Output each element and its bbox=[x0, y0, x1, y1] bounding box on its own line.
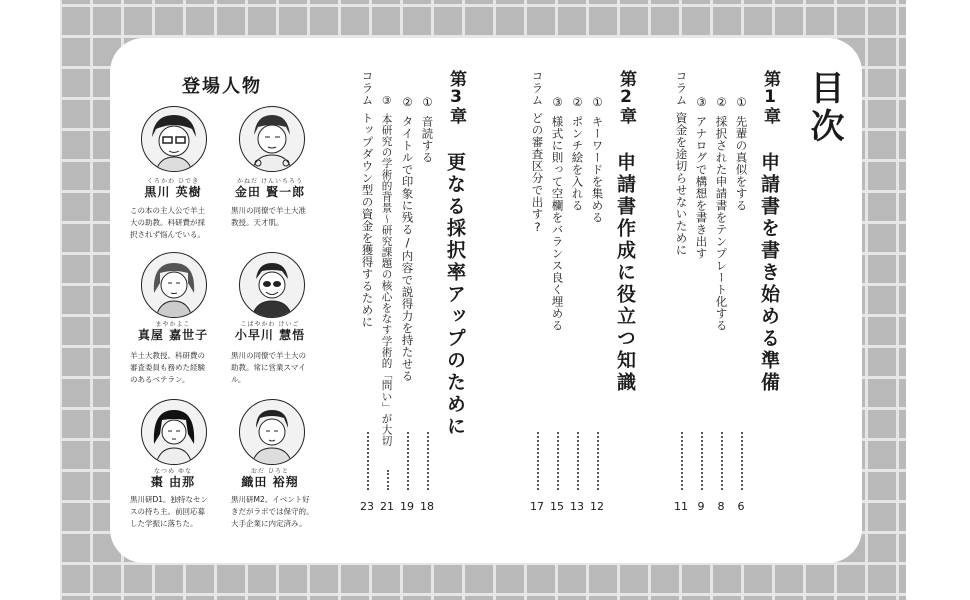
page-number: 9 bbox=[697, 500, 705, 513]
chapter-1-title: 申請書を書き始める準備 bbox=[758, 152, 780, 394]
entry-text: 採択された申請書をテンプレート化する bbox=[714, 115, 729, 332]
chapter-2-entry-3[interactable] bbox=[551, 95, 563, 332]
chapter-3-column[interactable] bbox=[361, 70, 373, 328]
page-number: 21 bbox=[380, 500, 394, 513]
avatar-kurokawa bbox=[141, 106, 207, 172]
description-line: ル。 bbox=[231, 375, 246, 384]
chapter-1-column[interactable] bbox=[675, 70, 687, 256]
chapter-2-entry-2[interactable] bbox=[571, 95, 583, 212]
description-line: 助教。常に営業スマイ bbox=[231, 363, 306, 372]
avatar-kaneda bbox=[239, 106, 305, 172]
chapter-2-entry-1[interactable] bbox=[591, 95, 603, 224]
description-line: きだがラボでは保守的。 bbox=[231, 507, 314, 516]
avatar-maya bbox=[141, 252, 207, 318]
leader-dots bbox=[597, 432, 599, 490]
character-name: 織田 裕翔 bbox=[241, 475, 299, 489]
chapter-3-title: 更なる採択率アップのために bbox=[444, 152, 466, 438]
page-number: 12 bbox=[590, 500, 604, 513]
entry-marker: ① bbox=[590, 95, 605, 110]
chapter-1-entry-3[interactable] bbox=[695, 95, 707, 260]
description-line: 大の助教。科研費が採 bbox=[130, 218, 205, 227]
character-description bbox=[130, 494, 222, 530]
chapter-3-entry-2[interactable] bbox=[401, 95, 413, 382]
chapter-3-entry-3[interactable] bbox=[381, 95, 392, 447]
entry-text: タイトルで印象に残る/内容で説得力を持たせる bbox=[400, 115, 415, 382]
entry-marker: ③ bbox=[550, 95, 565, 110]
character-ruby: こばやかわ けいご bbox=[240, 321, 300, 328]
toc-title: 目次 bbox=[804, 70, 844, 146]
chapter-3-entry-1[interactable] bbox=[421, 95, 433, 164]
entry-marker: ② bbox=[400, 95, 415, 110]
character-description bbox=[231, 205, 323, 229]
entry-text: 資金を途切らせないために bbox=[674, 112, 689, 256]
entry-marker: ① bbox=[734, 95, 749, 110]
entry-text: アナログで構想を書き出す bbox=[694, 115, 709, 260]
entry-text: トップダウン型の資金を獲得するために bbox=[360, 112, 375, 328]
leader-dots bbox=[721, 432, 723, 490]
character-ruby: くろかわ ひでき bbox=[147, 178, 199, 185]
leader-dots bbox=[537, 432, 539, 490]
page-number: 13 bbox=[570, 500, 584, 513]
character-name: 小早川 慧悟 bbox=[234, 328, 306, 342]
description-line: スの持ち主。前回応募 bbox=[130, 507, 205, 516]
chapter-2-column[interactable] bbox=[531, 70, 543, 235]
leader-dots bbox=[701, 432, 703, 490]
chapter-2-title: 申請書作成に役立つ知識 bbox=[614, 152, 636, 394]
entry-text: キーワードを集める bbox=[590, 115, 605, 224]
description-line: のあるベテラン。 bbox=[130, 375, 190, 384]
avatar-kobayakawa bbox=[239, 252, 305, 318]
page-number: 18 bbox=[420, 500, 434, 513]
page-number: 23 bbox=[360, 500, 374, 513]
description-line: 教授。天才肌。 bbox=[231, 218, 284, 227]
characters-title: 登場人物 bbox=[182, 76, 262, 97]
character-ruby: かねだ けんいちろう bbox=[237, 178, 303, 185]
character-ruby: まやかよこ bbox=[155, 321, 191, 328]
description-line: した学振に落ちた。 bbox=[130, 519, 198, 528]
chapter-1-label: 第1章 bbox=[760, 70, 780, 124]
entry-marker: ① bbox=[420, 95, 435, 110]
entry-text: 音読する bbox=[420, 115, 435, 164]
description-line: 黒川研D1。独特なセン bbox=[130, 495, 209, 504]
page-number: 15 bbox=[550, 500, 564, 513]
page-number: 6 bbox=[737, 500, 745, 513]
entry-marker: ② bbox=[714, 95, 729, 110]
leader-dots bbox=[577, 432, 579, 490]
description-line: この本の主人公で羊土 bbox=[130, 206, 205, 215]
description-line: 大手企業に内定済み。 bbox=[231, 519, 307, 528]
character-ruby: なつめ ゆな bbox=[154, 468, 192, 475]
chapter-1-entry-1[interactable] bbox=[735, 95, 747, 212]
description-line: 択されず悩んでいる。 bbox=[130, 230, 205, 239]
description-line: 羊土大教授。科研費の bbox=[130, 351, 205, 360]
character-name: 棗 由那 bbox=[150, 475, 196, 489]
description-line: 黒川の同僚で羊土大准 bbox=[231, 206, 306, 215]
character-description bbox=[130, 205, 222, 241]
leader-dots bbox=[681, 432, 683, 490]
character-ruby: おだ ひろと bbox=[251, 468, 289, 475]
entry-text: ポンチ絵を入れる bbox=[570, 115, 585, 212]
character-description bbox=[130, 350, 222, 386]
leader-dots bbox=[387, 470, 389, 490]
avatar-natsume bbox=[141, 399, 207, 465]
leader-dots bbox=[367, 432, 369, 490]
entry-marker: ③ bbox=[380, 95, 393, 108]
column-marker: コラム bbox=[674, 70, 689, 106]
leader-dots bbox=[427, 432, 429, 490]
chapter-2-label: 第2章 bbox=[616, 70, 636, 124]
character-name: 黒川 英樹 bbox=[144, 185, 202, 199]
leader-dots bbox=[557, 432, 559, 490]
entry-text: 先輩の真似をする bbox=[734, 115, 749, 212]
chapter-1-entry-2[interactable] bbox=[715, 95, 727, 332]
page-number: 11 bbox=[674, 500, 688, 513]
leader-dots bbox=[407, 432, 409, 490]
description-line: 黒川の同僚で羊土大の bbox=[231, 351, 306, 360]
entry-marker: ③ bbox=[694, 95, 709, 110]
description-line: 審査委員も務めた経験 bbox=[130, 363, 205, 372]
column-marker: コラム bbox=[530, 70, 545, 106]
leader-dots bbox=[741, 432, 743, 490]
character-description bbox=[231, 494, 323, 530]
description-line: 黒川研M2。イベント好 bbox=[231, 495, 310, 504]
chapter-3-label: 第3章 bbox=[446, 70, 466, 124]
character-name: 金田 賢一郎 bbox=[234, 185, 306, 199]
page-number: 17 bbox=[530, 500, 544, 513]
entry-text: どの審査区分で出す? bbox=[530, 112, 545, 235]
character-name: 真屋 嘉世子 bbox=[137, 328, 209, 342]
page-number: 8 bbox=[717, 500, 725, 513]
page-number: 19 bbox=[400, 500, 414, 513]
character-description bbox=[231, 350, 323, 386]
entry-text: 本研究の学術的背景〜研究課題の核心をなす学術的「問い」が大切 bbox=[380, 113, 393, 447]
entry-marker: ② bbox=[570, 95, 585, 110]
entry-text: 様式に則って空欄をバランス良く埋める bbox=[550, 115, 565, 332]
avatar-oda bbox=[239, 399, 305, 465]
column-marker: コラム bbox=[360, 70, 375, 106]
